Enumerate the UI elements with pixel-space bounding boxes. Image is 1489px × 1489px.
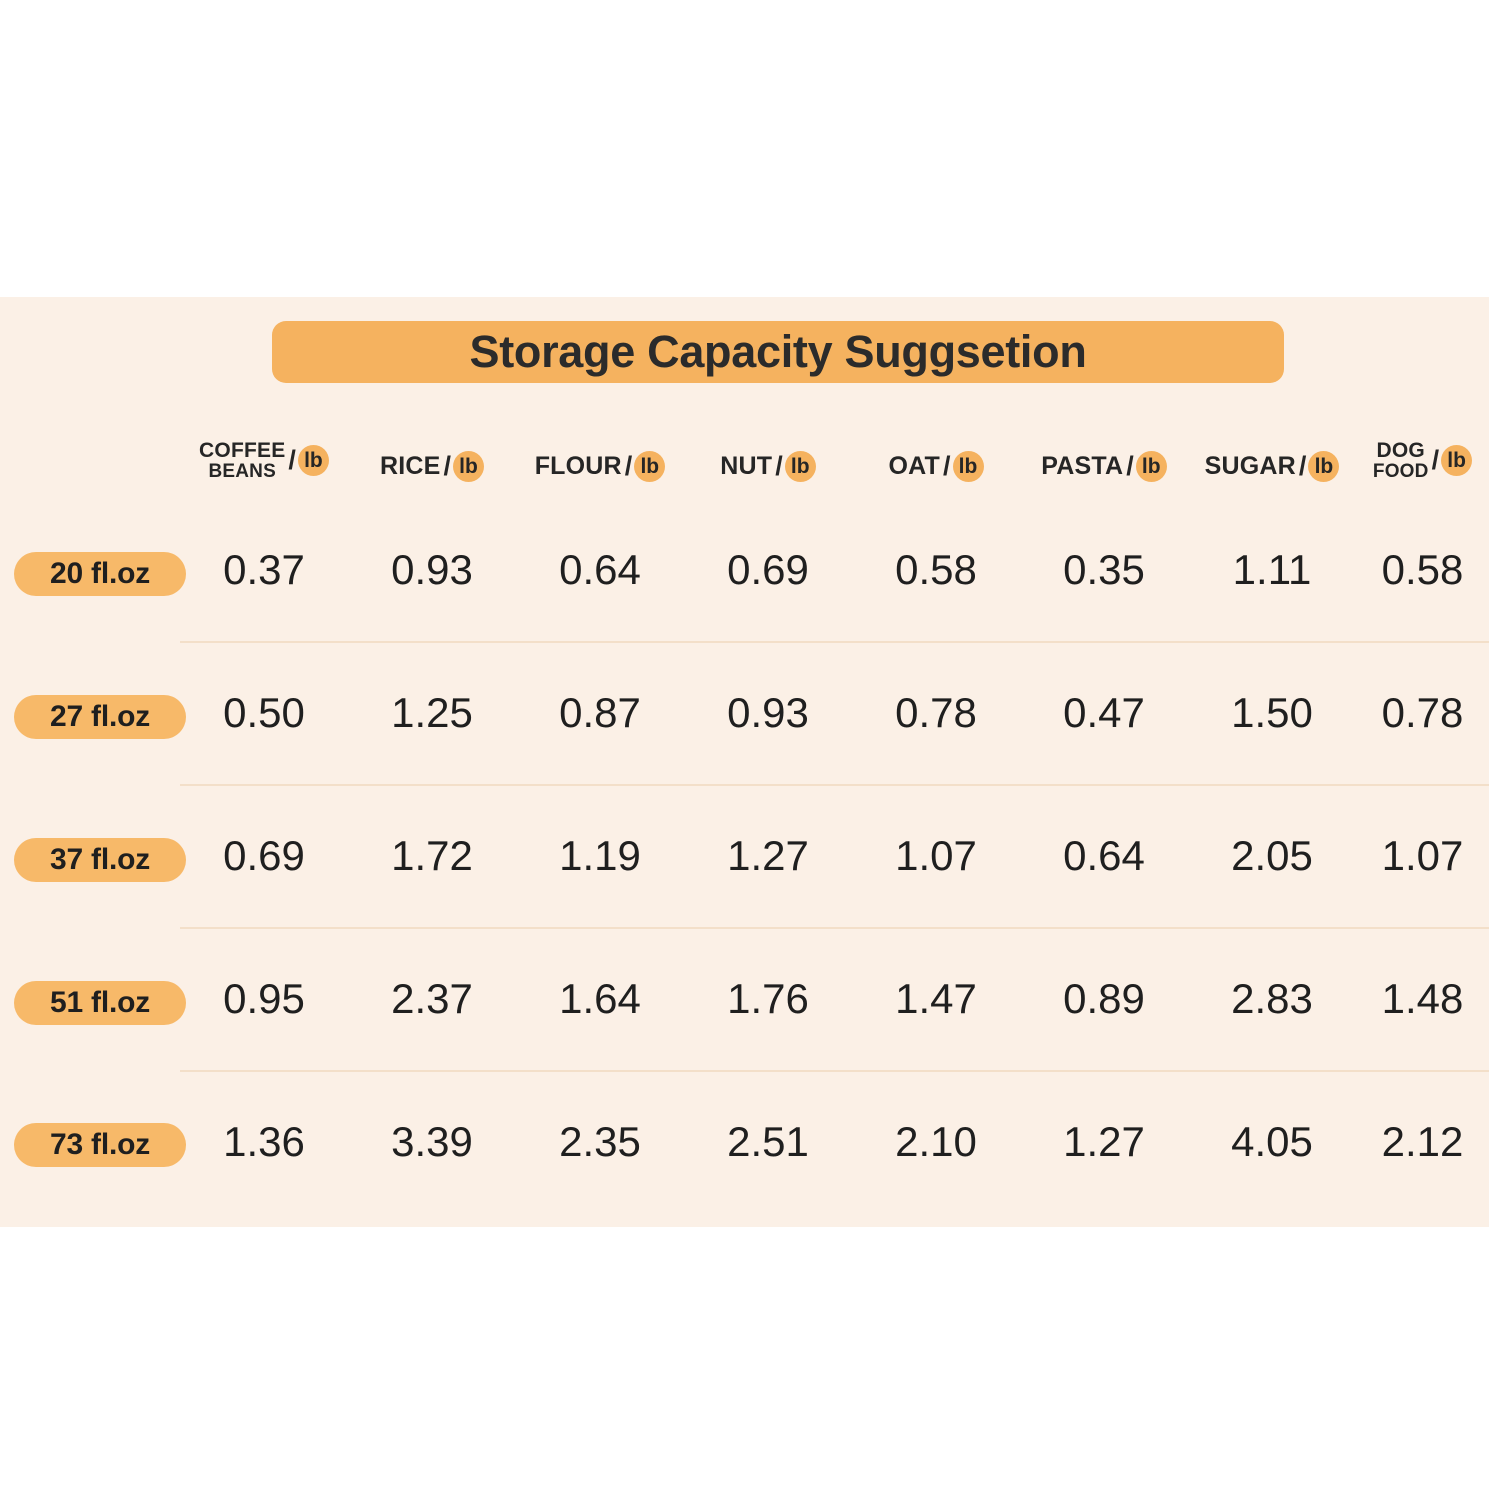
cell-value: 0.69 [180, 785, 348, 928]
cell-value: 3.39 [348, 1071, 516, 1213]
row-header-51-floz [0, 928, 180, 1071]
column-header-dog-food [1356, 440, 1489, 500]
table-row [0, 785, 1489, 928]
unit-badge-lb: lb [1308, 451, 1339, 482]
row-header-corner [0, 440, 180, 500]
cell-value: 0.58 [1381, 546, 1464, 594]
cell-value: 0.58 [895, 546, 977, 594]
size-pill: 20 fl.oz [14, 552, 186, 596]
cell-value: 0.47 [1020, 642, 1188, 785]
table-row [0, 1071, 1489, 1213]
size-pill: 73 fl.oz [14, 1123, 186, 1167]
cell-value: 1.72 [348, 785, 516, 928]
storage-capacity-table [0, 440, 1489, 1213]
cell-value: 1.36 [180, 1071, 348, 1213]
cell-value: 0.78 [1356, 642, 1489, 785]
column-header-nut [684, 440, 852, 500]
cell-value: 1.48 [1356, 928, 1489, 1071]
cell-value: 1.27 [1020, 1071, 1188, 1213]
size-pill: 37 fl.oz [14, 838, 186, 882]
cell-value: 1.07 [852, 785, 1020, 928]
column-header-flour-label: FLOUR [534, 451, 622, 480]
cell-value: 0.87 [516, 642, 684, 785]
row-header-73-floz [0, 1071, 180, 1213]
unit-badge-lb: lb [634, 451, 665, 482]
cell-value: 2.10 [852, 1071, 1020, 1213]
cell-value: 0.35 [1063, 546, 1145, 594]
cell-value: 4.05 [1188, 1071, 1356, 1213]
row-header-20-floz [0, 500, 180, 642]
slash-separator: / [1126, 450, 1134, 481]
cell-value: 0.69 [727, 546, 809, 594]
slash-separator: / [775, 450, 783, 481]
cell-value: 0.95 [180, 928, 348, 1071]
cell-value: 1.27 [684, 785, 852, 928]
column-header-coffee-beans [180, 440, 348, 500]
slash-separator: / [943, 450, 951, 481]
column-header-oat [852, 440, 1020, 500]
cell-value: 0.93 [684, 642, 852, 785]
cell-value: 1.19 [516, 785, 684, 928]
page-title-text: Storage Capacity Suggsetion [469, 326, 1087, 377]
unit-badge-lb: lb [1441, 445, 1472, 476]
slash-separator: / [443, 450, 452, 481]
slash-separator: / [288, 445, 296, 476]
cell-value: 0.78 [852, 642, 1020, 785]
table-row [0, 928, 1489, 1071]
slash-separator: / [624, 450, 633, 481]
column-header-coffee-beans-label: COFFEE BEANS [199, 439, 286, 483]
column-header-rice-label: RICE [379, 451, 441, 480]
cell-value: 2.51 [684, 1071, 852, 1213]
unit-badge-lb: lb [953, 451, 984, 482]
column-header-rice [348, 440, 516, 500]
cell-value: 2.35 [516, 1071, 684, 1213]
column-header-oat-label: OAT [888, 451, 940, 480]
table-header-row [0, 440, 1489, 500]
cell-value: 1.50 [1188, 642, 1356, 785]
cell-value: 2.05 [1188, 785, 1356, 928]
cell-value: 1.07 [1356, 785, 1489, 928]
size-pill: 27 fl.oz [14, 695, 186, 739]
slash-separator: / [1431, 445, 1440, 476]
row-header-27-floz [0, 642, 180, 785]
row-header-37-floz [0, 785, 180, 928]
cell-value: 1.64 [516, 928, 684, 1071]
table-row [0, 642, 1489, 785]
cell-value: 2.12 [1356, 1071, 1489, 1213]
cell-value: 1.76 [684, 928, 852, 1071]
cell-value: 0.50 [180, 642, 348, 785]
column-header-flour [516, 440, 684, 500]
unit-badge-lb: lb [785, 451, 816, 482]
slash-separator: / [1298, 450, 1307, 481]
unit-badge-lb: lb [298, 445, 329, 476]
cell-value: 1.47 [852, 928, 1020, 1071]
column-header-dog-food-label: DOG FOOD [1372, 439, 1429, 483]
size-pill: 51 fl.oz [14, 981, 186, 1025]
cell-value: 2.37 [348, 928, 516, 1071]
column-header-pasta-label: PASTA [1041, 451, 1124, 480]
cell-value: 0.37 [223, 546, 305, 594]
unit-badge-lb: lb [453, 451, 484, 482]
cell-value: 0.64 [1020, 785, 1188, 928]
cell-value: 1.25 [348, 642, 516, 785]
cell-value: 0.89 [1020, 928, 1188, 1071]
column-header-nut-label: NUT [720, 451, 773, 480]
table-row [0, 500, 1489, 642]
cell-value: 0.64 [559, 546, 641, 594]
cell-value: 1.11 [1232, 546, 1312, 594]
column-header-sugar-label: SUGAR [1204, 451, 1296, 480]
page-title [272, 321, 1284, 383]
cell-value: 2.83 [1188, 928, 1356, 1071]
cell-value: 0.93 [391, 546, 473, 594]
column-header-pasta [1020, 440, 1188, 500]
unit-badge-lb: lb [1136, 451, 1167, 482]
column-header-sugar [1188, 440, 1356, 500]
